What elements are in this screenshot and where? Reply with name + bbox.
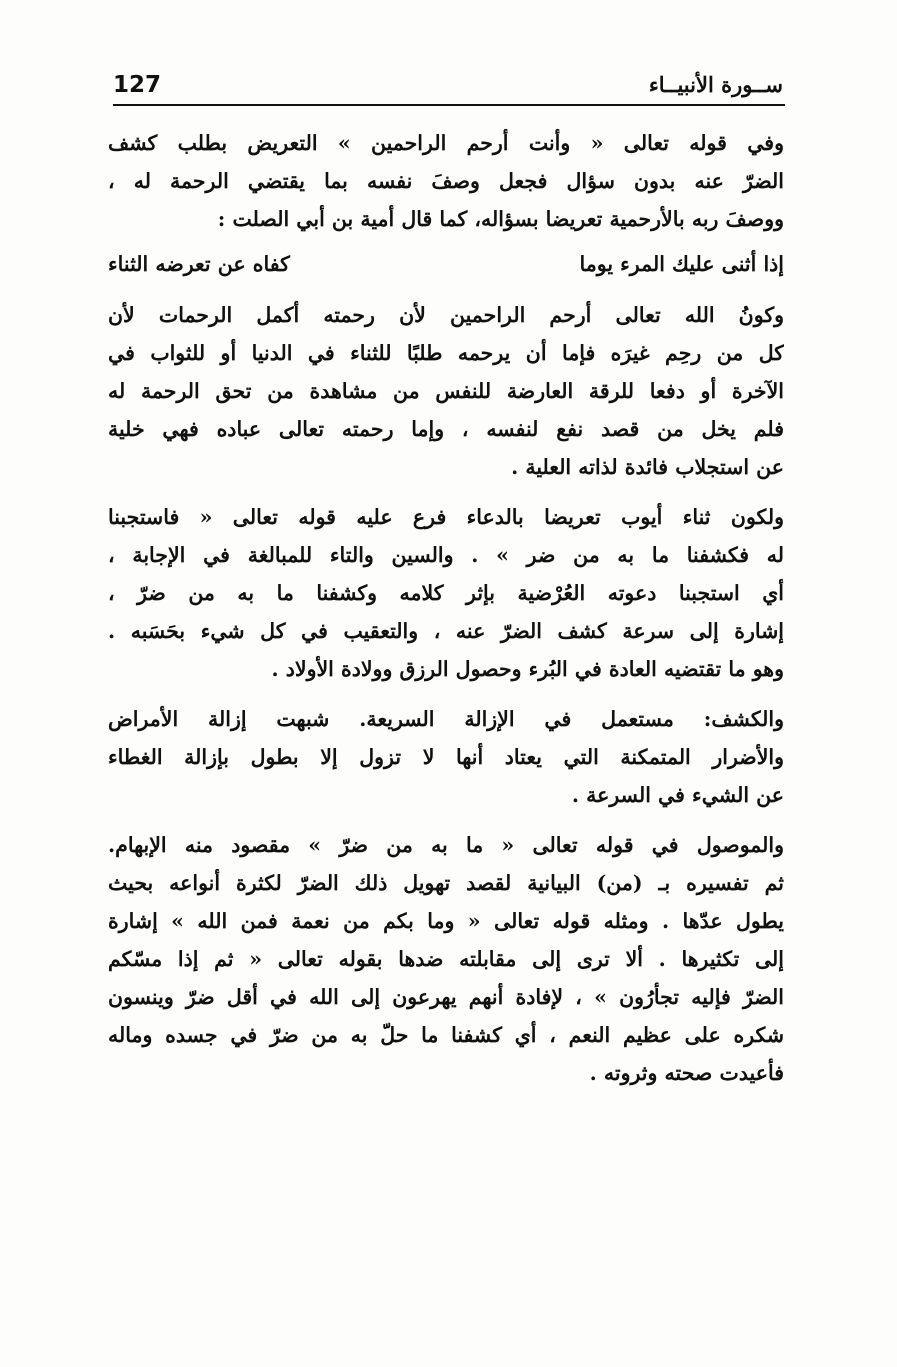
poetry-verse bbox=[108, 244, 784, 284]
surah-title: ســورة الأنبيــاء bbox=[648, 72, 783, 97]
page-number: 127 bbox=[113, 72, 162, 98]
text-line: وكونُ الله تعالى أرحم الراحمين لأن رحمته أكمل الرحمات لأن bbox=[108, 303, 784, 327]
text-line: أي استجبنا دعوته العُرْضية بإثر كلامه وكشفنا ما به من ضرّ ، bbox=[108, 581, 784, 605]
text-line: فأعيدت صحته وثروته . bbox=[589, 1061, 784, 1085]
text-line: فلم يخل من قصد نفع لنفسه ، وإما رحمته تعالى عباده فهي خلية bbox=[108, 417, 784, 441]
page-header bbox=[113, 70, 783, 104]
text-line: إلى تكثيرها . ألا ترى إلى مقابلته ضدها بقوله تعالى « ثم إذا مسّكم bbox=[108, 947, 784, 971]
paragraph-3 bbox=[108, 498, 784, 688]
paragraph-4 bbox=[108, 700, 784, 814]
text-line: عن الشيء في السرعة . bbox=[571, 783, 784, 807]
text-line: شكره على عظيم النعم ، أي كشفنا ما حلّ به من ضرّ في جسده وماله bbox=[108, 1023, 784, 1047]
text-line: ووصفَ ربه بالأرحمية تعريضا بسؤاله، كما قال أمية بن أبي الصلت : bbox=[217, 207, 784, 231]
text-line: والأضرار المتمكنة التي يعتاد أنها لا تزول إلا بطول بإزالة الغطاء bbox=[108, 745, 784, 769]
text-line: الضرّ عنه بدون سؤال فجعل وصفَ نفسه بما يقتضي الرحمة له ، bbox=[108, 169, 784, 193]
paragraph-2 bbox=[108, 296, 784, 486]
header-divider bbox=[113, 104, 785, 106]
text-line: ولكون ثناء أيوب تعريضا بالدعاء فرع عليه قوله تعالى « فاستجبنا bbox=[108, 505, 784, 529]
text-line: عن استجلاب فائدة لذاته العلية . bbox=[511, 455, 784, 479]
verse-hemistich-first: إذا أثنى عليك المرء يوما bbox=[579, 252, 784, 276]
paragraph-5 bbox=[108, 826, 784, 1092]
text-line: يطول عدّها . ومثله قوله تعالى « وما بكم من نعمة فمن الله » إشارة bbox=[108, 909, 784, 933]
text-line: وفي قوله تعالى « وأنت أرحم الراحمين » التعريض بطلب كشف bbox=[108, 131, 784, 155]
verse-hemistich-second: كفاه عن تعرضه الثناء bbox=[108, 252, 290, 276]
text-line: وهو ما تقتضيه العادة في البُرء وحصول الرزق وولادة الأولاد . bbox=[271, 657, 784, 681]
text-line: والموصول في قوله تعالى « ما به من ضرّ » مقصود منه الإبهام. bbox=[108, 833, 784, 857]
text-line: الضرّ فإليه تجأرُون » ، لإفادة أنهم يهرعون إلى الله في أقل ضرّ وينسون bbox=[108, 985, 784, 1009]
text-line: الآخرة أو دفعا للرقة العارضة للنفس من مشاهدة من تحق الرحمة له bbox=[108, 379, 784, 403]
text-line: ثم تفسيره بـ (من) البيانية لقصد تهويل ذلك الضرّ لكثرة أنواعه بحيث bbox=[108, 871, 784, 895]
page-body bbox=[108, 124, 784, 1092]
text-line: والكشف: مستعمل في الإزالة السريعة. شبهت إزالة الأمراض bbox=[108, 707, 784, 731]
paragraph-1 bbox=[108, 124, 784, 238]
text-line: كل من رحِم غيرَه فإما أن يرحمه طلبًا للثناء في الدنيا أو للثواب في bbox=[108, 341, 784, 365]
text-line: إشارة إلى سرعة كشف الضرّ عنه ، والتعقيب في كل شيء بحَسَبه . bbox=[108, 619, 784, 643]
text-line: له فكشفنا ما به من ضر » . والسين والتاء للمبالغة في الإجابة ، bbox=[108, 543, 784, 567]
